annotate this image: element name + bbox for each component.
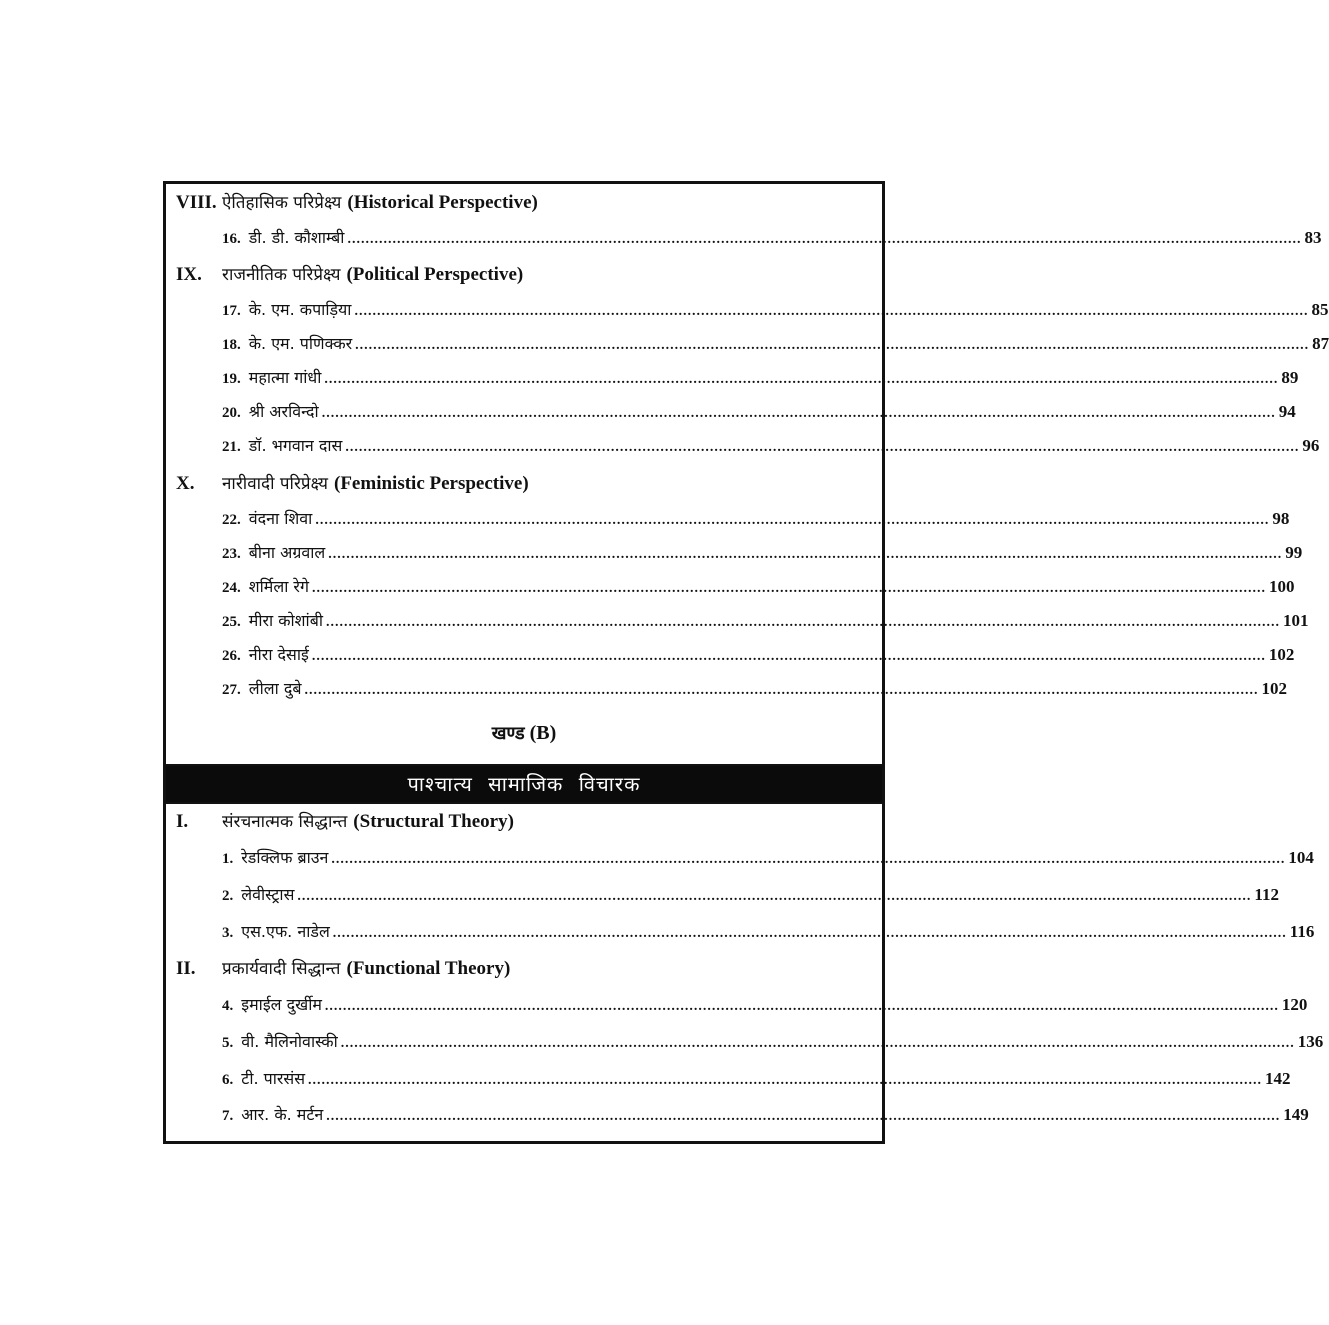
toc-entry[interactable]: 27. लीला दुबे .................................................................................................................................................................................................................... 102 [166, 674, 882, 704]
section-title: नारीवादी परिप्रेक्ष्य (Feministic Perspective) [222, 473, 529, 494]
page-number: 112 [1254, 885, 1279, 904]
section-number: IX. [176, 264, 202, 285]
page-number: 83 [1304, 228, 1322, 247]
page-number: 87 [1312, 334, 1329, 353]
page-number: 85 [1311, 300, 1329, 319]
section-title: ऐतिहासिक परिप्रेक्ष्य (Historical Perspective) [222, 192, 538, 213]
page-number: 89 [1281, 368, 1299, 387]
toc-entry[interactable]: 7. आर. के. मर्टन .................................................................................................................................................................................................................... 149 [166, 1100, 882, 1130]
toc-entry[interactable]: 17. के. एम. कपाड़िया .................................................................................................................................................................................................................... 85 [166, 295, 882, 325]
page-number: 120 [1281, 995, 1308, 1014]
page-number: 94 [1278, 402, 1296, 421]
section-heading [166, 260, 882, 290]
page-number: 98 [1272, 509, 1290, 528]
toc-entry[interactable]: 25. मीरा कोशांबी .................................................................................................................................................................................................................... 101 [166, 606, 882, 636]
toc-entry[interactable]: 3. एस.एफ. नाडेल .................................................................................................................................................................................................................... 116 [166, 917, 882, 947]
section-heading [166, 469, 882, 499]
section-number: II. [176, 958, 196, 979]
toc-entry[interactable]: 21. डॉ. भगवान दास .................................................................................................................................................................................................................... 96 [166, 431, 882, 461]
toc-entry[interactable]: 1. रेडक्लिफ ब्राउन .................................................................................................................................................................................................................... 104 [166, 843, 882, 873]
section-heading [166, 188, 882, 218]
page-number: 96 [1302, 436, 1320, 455]
section-title: प्रकार्यवादी सिद्धान्त (Functional Theory) [222, 958, 511, 979]
page-number: 142 [1265, 1069, 1291, 1088]
page-number: 102 [1261, 679, 1287, 698]
part-banner: पाश्चात्य सामाजिक विचारक [166, 764, 882, 804]
part-heading: खण्ड (B) [491, 722, 557, 744]
toc-entry[interactable]: 5. वी. मैलिनोवास्की .................................................................................................................................................................................................................... 136 [166, 1027, 882, 1057]
page-number: 116 [1289, 922, 1315, 941]
contents-frame [163, 181, 1329, 1144]
section-number: VIII. [176, 192, 217, 213]
page-number: 101 [1282, 611, 1309, 630]
section-title: राजनीतिक परिप्रेक्ष्य (Political Perspective) [222, 264, 524, 285]
toc-entry[interactable]: 16. डी. डी. कौशाम्बी .................................................................................................................................................................................................................... 83 [166, 223, 882, 253]
page-number: 104 [1288, 848, 1314, 867]
page-number: 100 [1268, 577, 1295, 596]
toc-entry[interactable]: 19. महात्मा गांधी .................................................................................................................................................................................................................... 89 [166, 363, 882, 393]
toc-entry[interactable]: 20. श्री अरविन्दो .................................................................................................................................................................................................................... 94 [166, 397, 882, 427]
toc-entry[interactable]: 18. के. एम. पणिक्कर .................................................................................................................................................................................................................... 87 [166, 329, 882, 359]
section-heading [166, 807, 882, 837]
toc-entry[interactable]: 24. शर्मिला रेगे .................................................................................................................................................................................................................... 100 [166, 572, 882, 602]
toc-entry[interactable]: 22. वंदना शिवा .................................................................................................................................................................................................................... 98 [166, 504, 882, 534]
toc-entry[interactable]: 6. टी. पारसंस .................................................................................................................................................................................................................... 142 [166, 1064, 882, 1094]
toc-entry[interactable]: 23. बीना अग्रवाल .................................................................................................................................................................................................................... 99 [166, 538, 882, 568]
page-number: 99 [1285, 543, 1303, 562]
page-number: 136 [1297, 1032, 1324, 1051]
toc-entry[interactable]: 4. इमाईल दुर्खीम .................................................................................................................................................................................................................... 120 [166, 990, 882, 1020]
toc-entry[interactable]: 2. लेवीस्ट्रास .................................................................................................................................................................................................................... 112 [166, 880, 882, 910]
section-heading [166, 954, 882, 984]
section-number: X. [176, 473, 195, 494]
toc-entry[interactable]: 26. नीरा देसाई .................................................................................................................................................................................................................... 102 [166, 640, 882, 670]
section-title: संरचनात्मक सिद्धान्त (Structural Theory) [222, 811, 514, 832]
page-number: 149 [1283, 1105, 1309, 1124]
page-number: 102 [1268, 645, 1295, 664]
section-number: I. [176, 811, 189, 832]
